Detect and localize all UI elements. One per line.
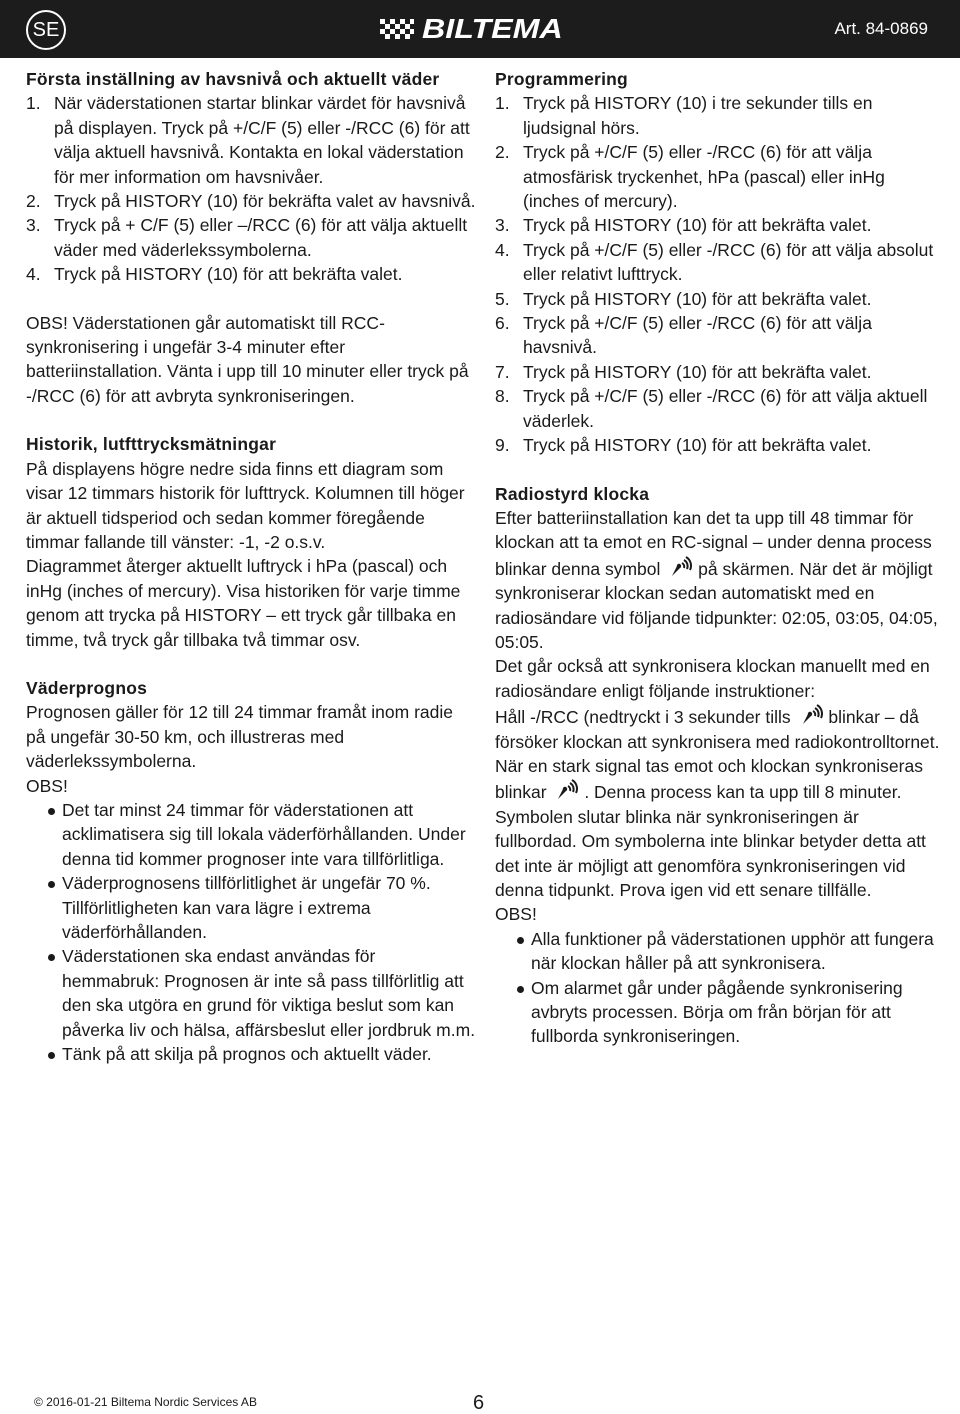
- list-item: [495, 384, 945, 433]
- list-item: [495, 433, 945, 457]
- step-text: Tryck på HISTORY (10) för att bekräfta valet.: [523, 361, 872, 382]
- step-text: Tryck på HISTORY (10) för att bekräfta valet.: [523, 288, 872, 309]
- step-number: 4.: [26, 264, 41, 285]
- step-number: 2.: [26, 191, 41, 212]
- forecast-paragraph: Prognosen gäller för 12 till 24 timmar framåt inom radie på ungefär 30-50 km, och illustreras med väderlekssymbolerna.: [26, 702, 453, 772]
- initial-setup-steps: [26, 91, 476, 286]
- bullet-icon: [48, 954, 55, 961]
- list-item: [26, 91, 476, 189]
- step-text: Tryck på +/C/F (5) eller -/RCC (6) för att välja aktuell väderlek.: [523, 386, 928, 431]
- list-item: [34, 871, 476, 944]
- note-paragraph: OBS! Väderstationen går automatiskt till RCC-synkronisering i ungefär 3-4 minuter efter batteriinstallation. Vänta i upp till 10 minuter eller tryck på -/RCC (6) för att avbryta synkroniseringen.: [26, 312, 469, 406]
- forecast-notes: [26, 798, 476, 1066]
- checkered-flag-icon: [378, 17, 416, 41]
- list-item: [495, 311, 945, 360]
- bullet-text: Om alarmet går under pågående synkronisering avbryts processen. Börja om från början för att fullborda synkroniseringen.: [531, 977, 903, 1047]
- history-paragraph: Diagrammet återger aktuellt luftryck i hPa (pascal) och inHg (inches of mercury). Visa historiken för varje timme genom att trycka på HISTORY – ett tryck går tillbaka en timme, två tryck går tillbaka två timmar osv.: [26, 556, 461, 650]
- step-number: 4.: [495, 239, 510, 260]
- radio-clock-paragraph: Det går också att synkronisera klockan manuellt med en radiosändare enligt följande instruktioner:: [495, 656, 930, 701]
- radio-clock-text: . Denna process kan ta upp till 8 minuter. Symbolen slutar blinka när synkroniseringen är fullbordad. Om symbolerna inte blinkar betyder detta att det inte är möjligt att genomföra synkroniseringen vid denna tidpunkt. Prova igen vid ett senare tillfälle.: [495, 782, 926, 900]
- step-number: 9.: [495, 435, 510, 456]
- step-number: 6.: [495, 313, 510, 334]
- step-number: 1.: [26, 93, 41, 114]
- step-number: 3.: [495, 215, 510, 236]
- step-number: 8.: [495, 386, 510, 407]
- right-column: [495, 67, 945, 1049]
- radio-clock-paragraph: [495, 703, 945, 902]
- list-item: [495, 238, 945, 287]
- section-title-initial-setup: Första inställning av havsnivå och aktuellt väder: [26, 69, 440, 89]
- bullet-text: Väderprognosens tillförlitlighet är ungefär 70 %. Tillförlitligheten kan vara lägre i extrema väderförhållanden.: [62, 873, 431, 942]
- left-column: [26, 67, 476, 1066]
- radio-clock-notes: [495, 927, 945, 1049]
- radio-clock-text: på skärmen. När det är möjligt synkroniserar klockan sedan automatiskt med en radiosändare vid följande tidpunkter: 02:05, 03:05, 04:05, 05:05.: [495, 558, 938, 652]
- step-number: 2.: [495, 142, 510, 163]
- step-text: Tryck på +/C/F (5) eller -/RCC (6) för att välja havsnivå.: [523, 313, 872, 358]
- step-text: Tryck på +/C/F (5) eller -/RCC (6) för att välja absolut eller relativt lufttryck.: [523, 239, 934, 285]
- bullet-text: Det tar minst 24 timmar för väderstationen att acklimatisera sig till lokala väderförhållanden. Under denna tid kommer prognoser inte vara tillförlitliga.: [62, 799, 466, 869]
- footer-copyright: © 2016-01-21 Biltema Nordic Services AB: [34, 1395, 257, 1409]
- radio-clock-text: under denna process blinkar denna symbol: [495, 532, 932, 579]
- radio-signal-icon: [669, 555, 693, 579]
- section-title-forecast: Väderprognos: [26, 677, 148, 698]
- list-item: [495, 360, 945, 384]
- bullet-icon: [517, 937, 524, 944]
- step-text: Tryck på +/C/F (5) eller -/RCC (6) för att välja atmosfärisk tryckenhet, hPa (pascal) eller inHg (inches of mercury).: [523, 142, 885, 212]
- programming-steps: [495, 91, 945, 457]
- brand-logo: [378, 13, 563, 44]
- list-item: [495, 287, 945, 311]
- radio-clock-text: blinkar – då försöker klockan att synkronisera med radiokontrolltornet. När en stark signal tas emot och klockan synkroniseras blinkar: [495, 707, 940, 803]
- bullet-text: Tänk på att skilja på prognos och aktuellt väder.: [62, 1044, 432, 1065]
- step-text: Tryck på HISTORY (10) i tre sekunder tills en ljudsignal hörs.: [523, 93, 873, 138]
- list-item: [495, 91, 945, 140]
- list-item: [26, 189, 476, 213]
- radio-clock-text: Efter batteriinstallation kan det ta upp till 48 timmar för klockan att ta emot en RC-signal –: [495, 507, 914, 553]
- article-number: Art. 84-0869: [834, 19, 928, 38]
- step-text: Tryck på HISTORY (10) för bekräfta valet av havsnivå.: [54, 191, 476, 212]
- radio-clock-paragraph: [495, 506, 945, 654]
- list-item: [495, 140, 945, 213]
- step-number: 3.: [26, 215, 41, 236]
- history-paragraph: På displayens högre nedre sida finns ett diagram som visar 12 timmars historik för lufttryck. Kolumnen till höger är aktuell tidsperiod och sedan kommer föregående timmar fallande till vänster: -1, -2 o.s.v.: [26, 458, 465, 552]
- radio-signal-icon: [800, 703, 824, 727]
- obs-label: OBS!: [495, 904, 537, 925]
- bullet-text: Väderstationen ska endast användas för hemmabruk: Prognosen är inte så pass tillförlitlig att den ska utgöra en grund för viktiga beslut som kan påverka liv och hälsa, affärsbeslut eller jordbruk m.m.: [62, 946, 476, 1040]
- list-item: [495, 213, 945, 237]
- step-text: Tryck på HISTORY (10) för att bekräfta valet.: [523, 215, 872, 236]
- step-number: 5.: [495, 288, 510, 309]
- section-title-programming: Programmering: [495, 69, 628, 89]
- step-number: 1.: [495, 93, 510, 114]
- list-item: [34, 1042, 476, 1066]
- bullet-icon: [48, 881, 55, 888]
- radio-clock-text: Håll -/RCC (nedtryckt i 3 sekunder tills: [495, 707, 791, 728]
- bullet-text: Alla funktioner på väderstationen upphör att fungera när klockan håller på att synkronisera.: [531, 928, 934, 974]
- list-item: [34, 798, 476, 871]
- section-title-history: Historik, lutfttrycksmätningar: [26, 434, 277, 455]
- radio-signal-icon: [555, 778, 579, 802]
- step-number: 7.: [495, 361, 510, 382]
- step-text: Tryck på HISTORY (10) för att bekräfta valet.: [54, 264, 403, 285]
- page-number: 6: [473, 1392, 485, 1414]
- step-text: När väderstationen startar blinkar värdet för havsnivå på displayen. Tryck på +/C/F (5) eller -/RCC (6) för att välja aktuell havsnivå. Kontakta en lokal väderstation för mer information om havsnivåer.: [54, 93, 470, 187]
- bullet-icon: [48, 1052, 55, 1059]
- list-item: [26, 262, 476, 286]
- step-text: Tryck på HISTORY (10) för att bekräfta valet.: [523, 435, 872, 456]
- list-item: [503, 976, 945, 1049]
- brand-name: BILTEMA: [422, 13, 563, 44]
- bullet-icon: [517, 986, 524, 993]
- obs-label: OBS!: [26, 775, 68, 796]
- list-item: [34, 944, 476, 1042]
- list-item: [26, 213, 476, 262]
- page-header: [0, 0, 960, 58]
- step-text: Tryck på + C/F (5) eller –/RCC (6) för att välja aktuellt väder med väderlekssymbolerna.: [54, 215, 468, 260]
- bullet-icon: [48, 808, 55, 815]
- language-badge: SE: [26, 10, 66, 50]
- section-title-radio-clock: Radiostyrd klocka: [495, 483, 650, 504]
- list-item: [503, 927, 945, 976]
